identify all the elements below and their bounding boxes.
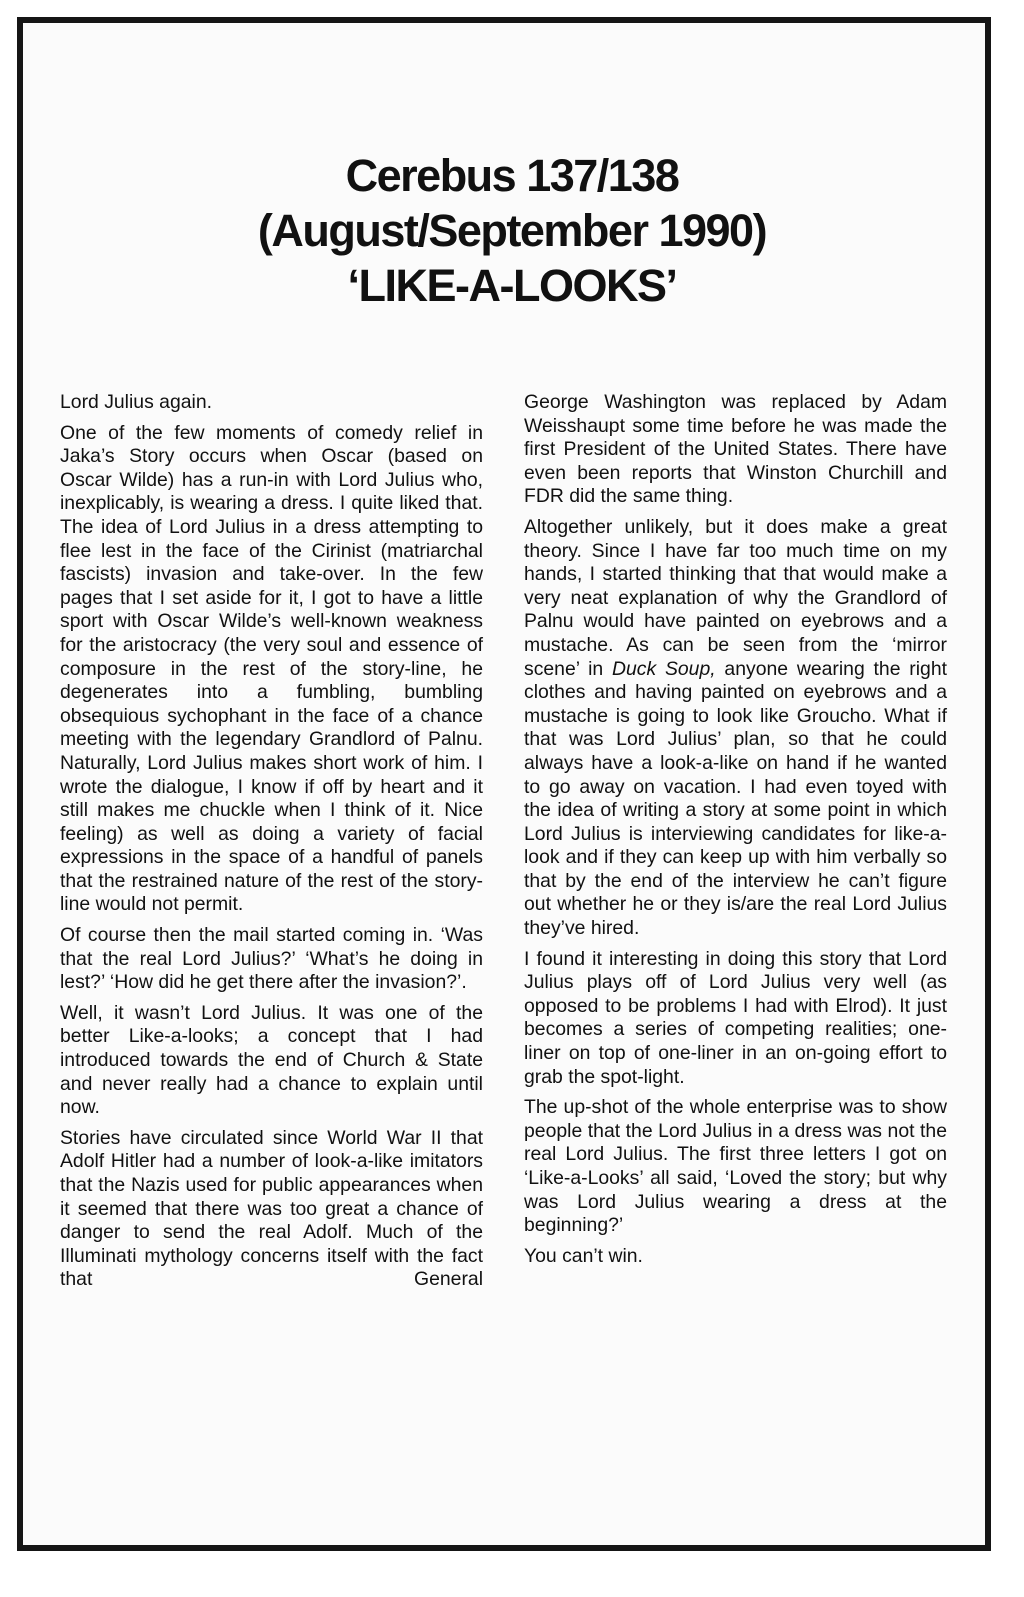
film-title: Duck Soup,: [612, 657, 716, 680]
page-title: [0, 148, 1024, 313]
paragraph: Of course then the mail started coming in. ‘Was that the real Lord Julius?’ ‘What’s he doing in lest?’ ‘How did he get there after the invasion?’.: [60, 924, 483, 994]
paragraph-text: Altogether unlikely, but it does make a great theory. Since I have far too much time on my hands, I started thinking that that would make a very neat explanation of why the Grandlord of Palnu would have painted on eyebrows and a mustache. As can be seen from the ‘mirror scene’ in: [524, 515, 947, 680]
title-date: (August/September 1990): [257, 205, 767, 256]
paragraph: One of the few moments of comedy relief in Jaka’s Story occurs when Oscar (based on Oscar Wilde) has a run-in with Lord Julius who, inexplicably, is wearing a dress. I quite liked that. The idea of Lord Julius in a dress attempting to flee lest in the face of the Cirinist (matriarchal fascists) invasion and take-over. In the few pages that I set aside for it, I got to have a little sport with Oscar Wilde’s well-known weakness for the aristocracy (the very soul and essence of composure in the rest of the story-line, he degenerates into a fumbling, bumbling obsequious sychophant in the face of a chance meeting with the legendary Grandlord of Palnu. Naturally, Lord Julius makes short work of him. I wrote the dialogue, I know if off by heart and it still makes me chuckle when I think of it. Nice feeling) as well as doing a variety of facial expressions in the space of a handful of panels that the restrained nature of the rest of the story-line would not permit.: [60, 421, 483, 916]
paragraph: I found it interesting in doing this story that Lord Julius plays off of Lord Julius very well (as opposed to be problems I had with Elrod). It just becomes a series of competing realities; one-liner on top of one-liner in an on-going effort to grab the spot-light.: [524, 947, 947, 1088]
paragraph: [524, 516, 947, 941]
paragraph: The up-shot of the whole enterprise was to show people that the Lord Julius in a dress was not the real Lord Julius. The first three letters I got on ‘Like-a-Looks’ all said, ‘Loved the story; but why was Lord Julius wearing a dress at the beginning?’: [524, 1096, 947, 1237]
right-column: [524, 391, 947, 1275]
title-story-name: ‘LIKE-A-LOOKS’: [347, 260, 677, 311]
paragraph: You can’t win.: [524, 1244, 643, 1267]
paragraph: Well, it wasn’t Lord Julius. It was one of the better Like-a-looks; a concept that I had introduced towards the end of Church & State and never really had a chance to explain until now.: [60, 1001, 483, 1119]
paragraph-text: anyone wearing the right clothes and having painted on eyebrows and a mustache is going to look like Groucho. What if that was Lord Julius’ plan, so that he could always have a look-a-like on hand if he wanted to go away on vacation. I had even toyed with the idea of writing a story at some point in which Lord Julius is interviewing candidates for like-a-look and if they can keep up with him verbally so that by the end of the interview he can’t figure out whether he or they is/are the real Lord Julius they’ve hired.: [524, 657, 947, 940]
left-column: [60, 391, 483, 1299]
paragraph: George Washington was replaced by Adam Weisshaupt some time before he was made the first President of the United States. There have even been reports that Winston Churchill and FDR did the same thing.: [524, 391, 947, 508]
paragraph: Stories have circulated since World War II that Adolf Hitler had a number of look-a-like imitators that the Nazis used for public appearances when it seemed that there was too great a chance of danger to send the real Adolf. Much of the Illuminati mythology concerns itself with the fact that General: [60, 1126, 483, 1291]
title-issue: Cerebus 137/138: [345, 150, 679, 201]
paragraph: Lord Julius again.: [60, 391, 212, 413]
